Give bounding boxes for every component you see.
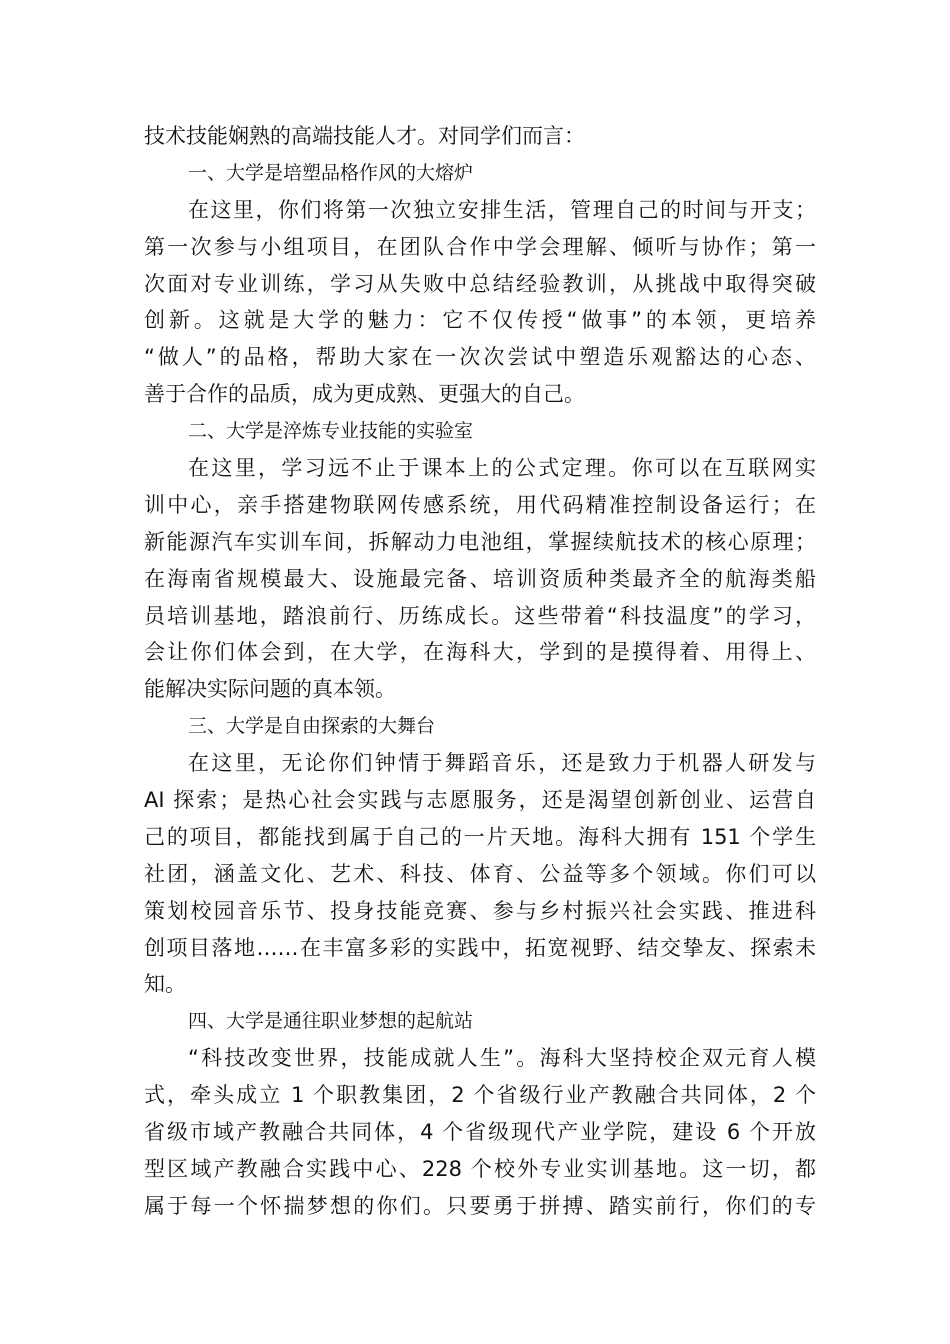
paragraph-line: 属于每一个怀揣梦想的你们。只要勇于拼搏、踏实前行，你们的专 <box>144 1193 816 1218</box>
paragraph-line: 社团，涵盖文化、艺术、科技、体育、公益等多个领域。你们可以 <box>144 861 816 886</box>
paragraph-line: 在海南省规模最大、设施最完备、培训资质种类最齐全的航海类船 <box>144 566 816 591</box>
paragraph-line: 策划校园音乐节、投身技能竞赛、参与乡村振兴社会实践、推进科 <box>144 898 816 923</box>
paragraph-line: 在这里，你们将第一次独立安排生活，管理自己的时间与开支； <box>188 197 816 222</box>
paragraph-line: 在这里，学习远不止于课本上的公式定理。你可以在互联网实 <box>188 456 816 481</box>
paragraph-line: 式，牵头成立 1 个职教集团，2 个省级行业产教融合共同体，2 个 <box>144 1083 816 1108</box>
paragraph-line: 会让你们体会到，在大学，在海科大，学到的是摸得着、用得上、 <box>144 640 816 665</box>
section-heading-4: 四、大学是通往职业梦想的起航站 <box>188 1010 474 1033</box>
section-heading-1: 一、大学是培塑品格作风的大熔炉 <box>188 161 474 184</box>
paragraph-line: 训中心，亲手搭建物联网传感系统，用代码精准控制设备运行；在 <box>144 492 816 517</box>
paragraph-line: 员培训基地，踏浪前行、历练成长。这些带着“科技温度”的学习， <box>144 603 816 628</box>
paragraph-line: 在这里，无论你们钟情于舞蹈音乐，还是致力于机器人研发与 <box>188 751 816 776</box>
paragraph-line: 第一次参与小组项目，在团队合作中学会理解、倾听与协作；第一 <box>144 234 816 259</box>
paragraph-line: 新能源汽车实训车间，拆解动力电池组，掌握续航技术的核心原理； <box>144 529 816 554</box>
paragraph-line: 技术技能娴熟的高端技能人才。对同学们而言： <box>144 124 585 148</box>
paragraph-line: 创新。这就是大学的魅力：它不仅传授“做事”的本领，更培养 <box>144 308 816 333</box>
paragraph-line: 能解决实际问题的真本领。 <box>144 677 396 702</box>
paragraph-line: AI 探索；是热心社会实践与志愿服务，还是渴望创新创业、运营自 <box>144 788 816 813</box>
paragraph-line: 型区域产教融合实践中心、228 个校外专业实训基地。这一切，都 <box>144 1156 816 1181</box>
paragraph-line: 知。 <box>144 972 186 997</box>
section-heading-3: 三、大学是自由探索的大舞台 <box>188 715 436 738</box>
section-heading-2: 二、大学是淬炼专业技能的实验室 <box>188 420 474 443</box>
paragraph-line: “做人”的品格，帮助大家在一次次尝试中塑造乐观豁达的心态、 <box>144 345 816 370</box>
paragraph-line: 省级市域产教融合共同体，4 个省级现代产业学院，建设 6 个开放 <box>144 1120 816 1145</box>
paragraph-line: 己的项目，都能找到属于自己的一片天地。海科大拥有 151 个学生 <box>144 824 816 849</box>
paragraph-line: 次面对专业训练，学习从失败中总结经验教训，从挑战中取得突破 <box>144 271 816 296</box>
paragraph-line: 创项目落地……在丰富多彩的实践中，拓宽视野、结交挚友、探索未 <box>144 935 816 960</box>
body-text <box>144 118 816 1225</box>
paragraph-line: 善于合作的品质，成为更成熟、更强大的自己。 <box>144 382 585 407</box>
paragraph-line: “科技改变世界，技能成就人生”。海科大坚持校企双元育人模 <box>188 1046 816 1071</box>
